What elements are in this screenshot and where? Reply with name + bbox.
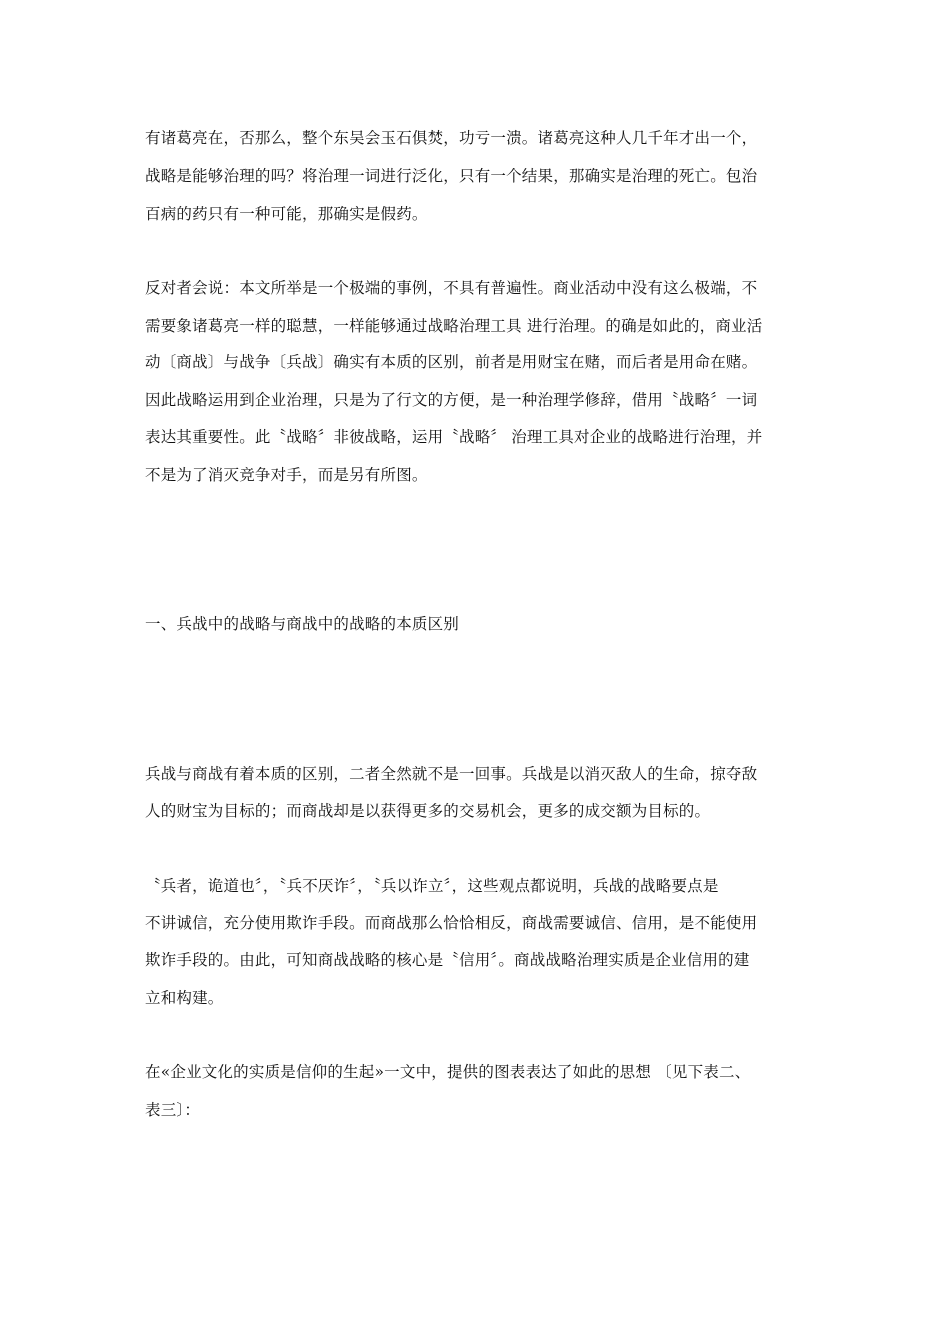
paragraph-4-line-3: 欺诈手段的。由此，可知商战战略的核心是〝信用〞。商战战略治理实质是企业信用的建 <box>145 951 750 969</box>
paragraph-3-line-1: 兵战与商战有着本质的区别，二者全然就不是一回事。兵战是以消灭敌人的生命，掠夺敌 <box>145 765 758 783</box>
paragraph-3-line-2: 人的财宝为目标的；而商战却是以获得更多的交易机会，更多的成交额为目标的。 <box>145 802 711 820</box>
paragraph-1-line-2: 战略是能够治理的吗？将治理一词进行泛化，只有一个结果，那确实是治理的死亡。包治 <box>145 167 758 185</box>
paragraph-1-line-3: 百病的药只有一种可能，那确实是假药。 <box>145 205 428 223</box>
paragraph-5-line-2: 表三〕： <box>145 1101 201 1119</box>
paragraph-2-line-6: 不是为了消灭竞争对手，而是另有所图。 <box>145 466 428 484</box>
paragraph-4-line-2: 不讲诚信，充分使用欺诈手段。而商战那么恰恰相反，商战需要诚信、信用，是不能使用 <box>145 914 758 932</box>
paragraph-4-line-4: 立和构建。 <box>145 989 224 1007</box>
section-heading: 一、兵战中的战略与商战中的战略的本质区别 <box>145 615 460 633</box>
paragraph-2-line-2: 需要象诸葛亮一样的聪慧，一样能够通过战略治理工具 进行治理。的确是如此的，商业活 <box>145 317 763 335</box>
paragraph-1-line-1: 有诸葛亮在，否那么，整个东吴会玉石俱焚，功亏一溃。诸葛亮这种人几千年才出一个， <box>145 129 758 147</box>
paragraph-2-line-5: 表达其重要性。此〝战略〞非彼战略，运用〝战略〞 治理工具对企业的战略进行治理，并 <box>145 428 763 446</box>
paragraph-2-line-3: 动〔商战〕与战争〔兵战〕确实有本质的区别，前者是用财宝在赌，而后者是用命在赌。 <box>145 353 758 371</box>
paragraph-5-line-1: 在«企业文化的实质是信仰的生起»一文中，提供的图表表达了如此的思想 〔见下表二、 <box>145 1063 751 1081</box>
paragraph-4-line-1: 〝兵者，诡道也〞，〝兵不厌诈〞，〝兵以诈立〞，这些观点都说明，兵战的战略要点是 <box>145 877 719 895</box>
paragraph-2-line-4: 因此战略运用到企业治理，只是为了行文的方便，是一种治理学修辞，借用〝战略〞一词 <box>145 391 758 409</box>
paragraph-2-line-1: 反对者会说：本文所举是一个极端的事例，不具有普遍性。商业活动中没有这么极端，不 <box>145 279 758 297</box>
